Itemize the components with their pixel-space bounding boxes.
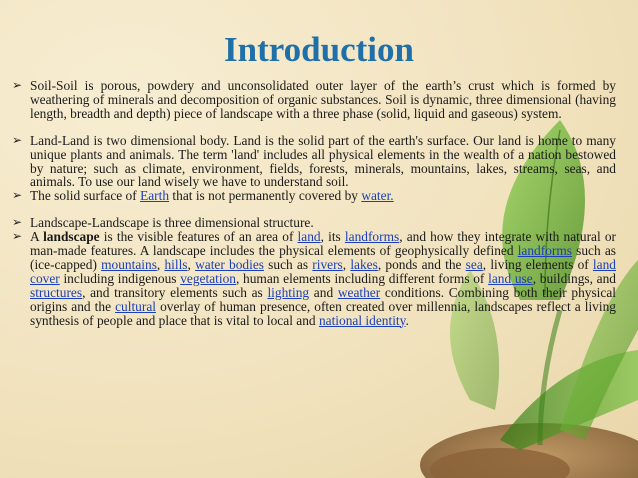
link-sea[interactable]: sea xyxy=(465,256,483,272)
link-landforms-2[interactable]: landforms xyxy=(517,243,572,259)
slide-title: Introduction xyxy=(224,30,414,69)
surface-text: that is not permanently covered by xyxy=(169,188,362,204)
landscape-bold-term: landscape xyxy=(43,229,100,245)
bullet-landscape xyxy=(8,230,616,327)
bullet-arrow-icon: ➢ xyxy=(12,132,23,147)
bullet-arrow-icon: ➢ xyxy=(12,78,23,92)
link-weather[interactable]: weather xyxy=(337,284,381,300)
link-hills[interactable]: hills xyxy=(164,256,188,272)
landscape-text: such as (ice-capped) xyxy=(30,243,616,272)
landscape-text: including indigenous xyxy=(59,270,181,286)
link-land[interactable]: land xyxy=(297,229,321,245)
link-national-identity[interactable]: national identity xyxy=(318,312,406,328)
landscape-text: , buildings, and xyxy=(532,270,616,286)
link-cultural[interactable]: cultural xyxy=(115,298,156,314)
landscape-text: and xyxy=(309,284,338,300)
landscape-text: . xyxy=(405,312,409,328)
link-land-use[interactable]: land use xyxy=(488,270,533,286)
landscape-text: , and how they integrate with natural or man-made features. A landscape includes the physical elements of geophysically defined xyxy=(30,229,616,259)
link-water[interactable]: water. xyxy=(361,188,394,204)
landscape-text: A xyxy=(30,229,44,245)
bullet-surface xyxy=(8,189,616,203)
link-water-bodies[interactable]: water bodies xyxy=(195,256,264,272)
landscape-text: , human elements including different forms of xyxy=(235,270,489,286)
landscape-text: , xyxy=(187,256,196,272)
bullet-arrow-icon: ➢ xyxy=(12,229,23,244)
landscape-text: , and transitory elements such as xyxy=(82,284,268,300)
landscape-text: , xyxy=(156,256,165,272)
bullet-arrow-icon: ➢ xyxy=(12,188,23,203)
landscape-text: , xyxy=(342,256,351,272)
landscape-text: is the visible features of an area of xyxy=(99,229,298,245)
link-earth[interactable]: Earth xyxy=(140,188,170,204)
link-lakes[interactable]: lakes xyxy=(350,256,378,272)
land-text: Land-Land is two dimensional body. Land is the solid part of the earth's surface. Our land is home to many unique plants and animals. The term 'land' includes all physical elements in the wealth of a nation bestowed by nature; such as climate, environment, fields, forests, minerals, mountains, lakes, streams, seas, and animals. To use our land wisely we have to understand soil. xyxy=(30,132,616,190)
bullet-arrow-icon: ➢ xyxy=(12,215,23,230)
link-vegetation[interactable]: vegetation xyxy=(180,270,236,286)
landscape-text: overlay of human presence, often created over millennia, landscapes reflect a living synthesis of people and place that is vital to local and xyxy=(30,298,616,328)
link-landforms[interactable]: landforms xyxy=(344,229,400,245)
soil-text: Soil-Soil is porous, powdery and unconsolidated outer layer of the earth’s crust which is formed by weathering of minerals and decomposition of organic substances. Soil is dynamic, three dimensional (having length, breadth and depth) piece of landscape with a three phase (solid, liquid and gaseous) system. xyxy=(30,78,616,121)
slide-body xyxy=(8,79,616,328)
bullet-land xyxy=(8,134,616,190)
landscape-text: , living elements of xyxy=(482,256,593,272)
link-structures[interactable]: structures xyxy=(30,284,83,300)
surface-text: The solid surface of xyxy=(30,188,141,204)
landscape-def-text: Landscape-Landscape is three dimensional structure. xyxy=(30,215,314,231)
link-mountains[interactable]: mountains xyxy=(101,256,157,272)
link-lighting[interactable]: lighting xyxy=(267,284,310,300)
bullet-soil xyxy=(8,79,616,121)
bullet-landscape-def xyxy=(8,216,616,230)
landscape-text: conditions. Combining both their physical origins and the xyxy=(30,284,616,314)
link-land-cover[interactable]: land cover xyxy=(30,256,616,286)
landscape-text: , its xyxy=(320,229,345,245)
landscape-text: , ponds and the xyxy=(377,256,466,272)
landscape-text: such as xyxy=(263,256,313,272)
link-rivers[interactable]: rivers xyxy=(312,256,343,272)
